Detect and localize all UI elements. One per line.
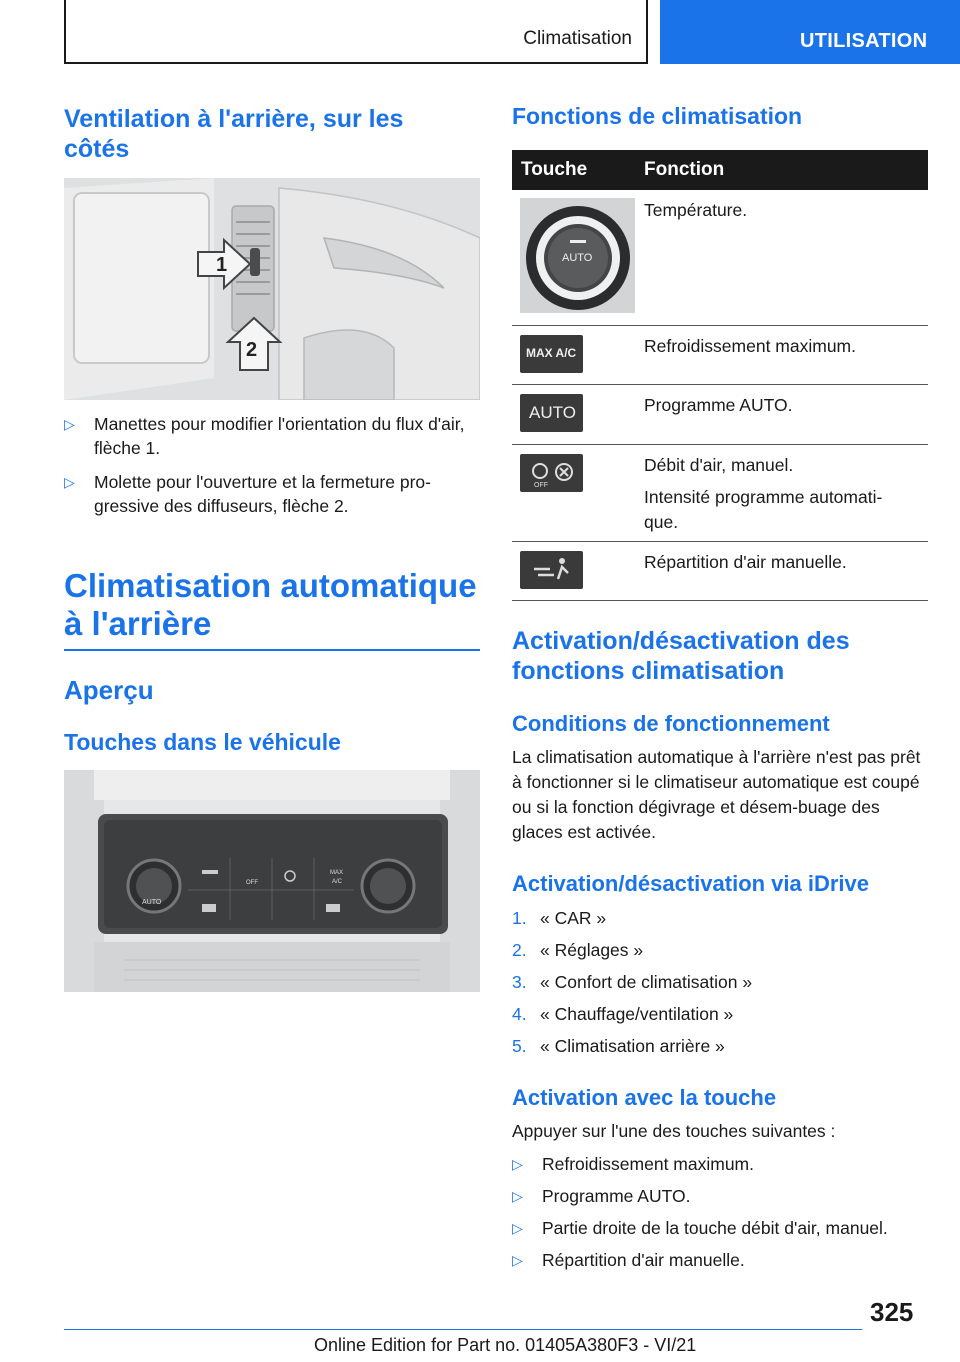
idrive-step: 2. « Réglages »	[512, 940, 644, 960]
footer-edition: Online Edition for Part no. 01405A380F3 - VI/21	[314, 1335, 697, 1355]
svg-text:OFF: OFF	[534, 482, 548, 489]
vent-bullet-1: ▷ Manettes pour modifier l'orientation du flux d'air, flèche 1.	[64, 414, 465, 458]
panel-off-label: OFF	[246, 880, 258, 886]
row-distribution-text: Répartition d'air manuelle.	[644, 552, 847, 572]
touch-bullet: ▷ Répartition d'air manuelle.	[512, 1250, 745, 1270]
row-temperature-text: Température.	[644, 200, 748, 220]
rear-climate-panel-illustration	[64, 770, 480, 992]
panel-auto-label: AUTO	[142, 899, 162, 906]
bullet-triangle-icon: ▷	[64, 416, 75, 432]
fan-icon	[520, 454, 583, 492]
panel-max-label: MAX	[330, 870, 344, 876]
touch-bullet: ▷ Partie droite de la touche débit d'air, manuel.	[512, 1218, 888, 1238]
chapter-heading-rule	[64, 649, 480, 651]
header-chapter-label: UTILISATION	[800, 30, 928, 52]
bullet-triangle-icon: ▷	[64, 474, 75, 490]
touch-heading: Activation avec la touche	[512, 1085, 777, 1110]
footer-rule	[64, 1329, 862, 1330]
bullet-triangle-icon: ▷	[512, 1220, 523, 1236]
row-max-ac-text: Refroidissement maximum.	[644, 336, 856, 356]
rear-side-vent-photo	[64, 178, 480, 400]
bullet-triangle-icon: ▷	[512, 1252, 523, 1268]
row-fan-text-2: Intensité programme automati-que.	[644, 487, 883, 532]
page-number: 325	[870, 1297, 914, 1327]
activation-heading: Activation/désactivation des fonctions climatisation	[512, 627, 850, 685]
temperature-knob-icon	[520, 198, 635, 313]
touch-bullet: ▷ Refroidissement maximum.	[512, 1154, 754, 1174]
auto-program-icon: AUTO	[520, 394, 583, 432]
arrow-label-1: 1	[216, 254, 228, 276]
idrive-step: 5. « Climatisation arrière »	[512, 1036, 725, 1056]
functions-table-header	[512, 150, 928, 190]
idrive-step: 4. « Chauffage/ventilation »	[512, 1004, 734, 1024]
svg-text:AUTO: AUTO	[562, 252, 593, 264]
touch-intro: Appuyer sur l'une des touches suivantes :	[512, 1121, 836, 1141]
col-fonction-header: Fonction	[644, 159, 725, 180]
table-row-divider	[512, 541, 928, 542]
col-touche-header: Touche	[521, 159, 588, 180]
chapter-heading: Climatisation automatique à l'arrière	[64, 567, 477, 642]
functions-heading: Fonctions de climatisation	[512, 103, 803, 129]
header-section-title: Climatisation	[523, 28, 632, 49]
rear-climate-panel-photo	[64, 770, 480, 992]
vent-bullet-2: ▷ Molette pour l'ouverture et la fermeture pro-gressive des diffuseurs, flèche 2.	[64, 472, 431, 516]
header-chapter-tab	[660, 0, 960, 64]
bullet-triangle-icon: ▷	[512, 1156, 523, 1172]
arrow-label-2: 2	[246, 339, 258, 361]
bullet-triangle-icon: ▷	[512, 1188, 523, 1204]
max-ac-icon: MAX A/C	[520, 335, 583, 373]
touches-heading: Touches dans le véhicule	[64, 729, 341, 755]
air-distribution-icon	[520, 551, 583, 589]
table-bottom-rule	[512, 600, 928, 601]
ventilation-heading: Ventilation à l'arrière, sur les côtés	[64, 105, 404, 163]
table-row-divider	[512, 325, 928, 326]
header-frame	[64, 0, 648, 64]
idrive-step: 1. « CAR »	[512, 908, 607, 928]
row-auto-text: Programme AUTO.	[644, 395, 793, 415]
table-row-divider	[512, 444, 928, 445]
touch-bullet: ▷ Programme AUTO.	[512, 1186, 691, 1206]
apercu-heading: Aperçu	[64, 675, 154, 705]
rear-side-vent-illustration	[64, 178, 480, 400]
idrive-heading: Activation/désactivation via iDrive	[512, 871, 870, 896]
table-row-divider	[512, 384, 928, 385]
idrive-step: 3. « Confort de climatisation »	[512, 972, 753, 992]
conditions-paragraph: La climatisation automatique à l'arrière n'est pas prêt à fonctionner si le climatiseur automatique est coupé ou si la fonction dégivrage et désem-buage des glaces est activée.	[512, 747, 921, 842]
panel-ac-label: A/C	[332, 879, 343, 885]
row-fan-text-1: Débit d'air, manuel.	[644, 455, 794, 475]
conditions-heading: Conditions de fonctionnement	[512, 711, 830, 736]
